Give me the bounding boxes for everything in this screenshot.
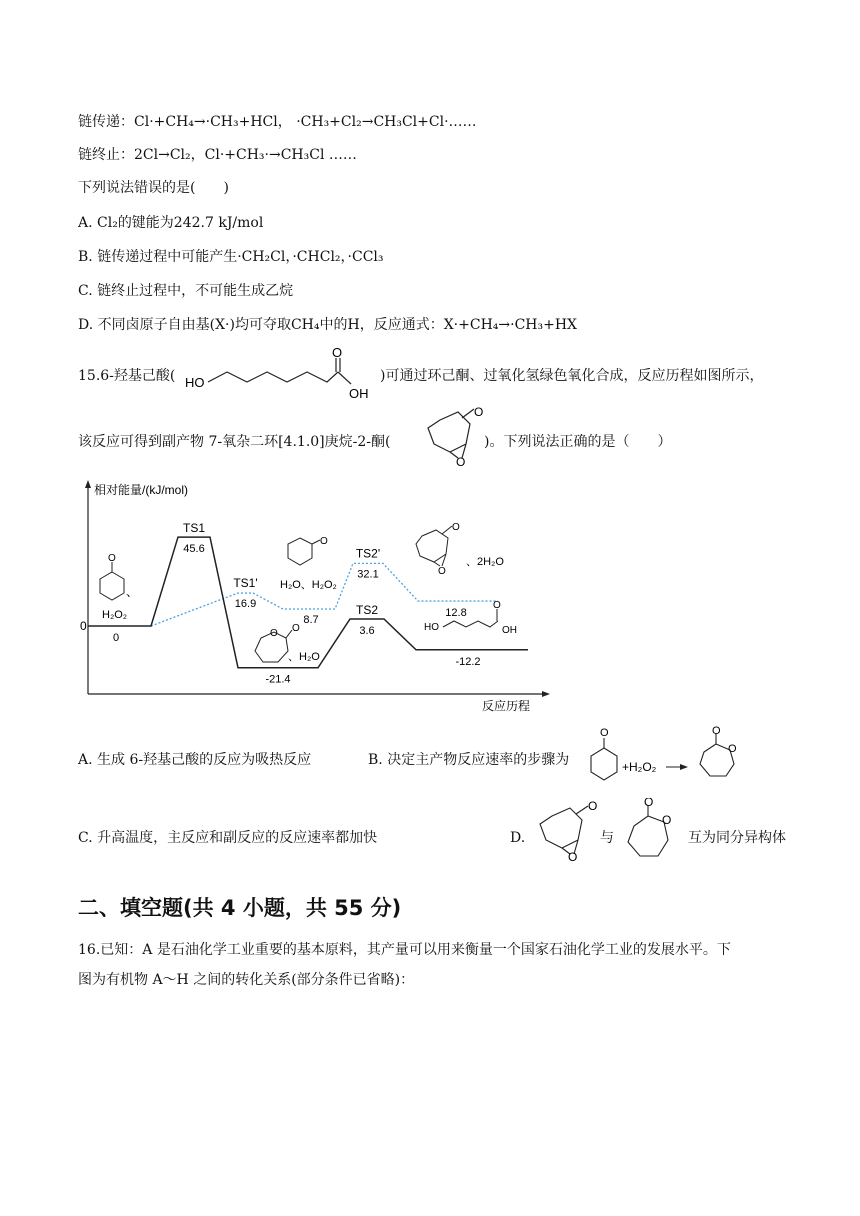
side-ketone-o: O — [320, 536, 328, 547]
epoxy-ketone-o: O — [474, 406, 484, 419]
ts1-prime-label: TS1' — [233, 576, 258, 591]
energy-diagram — [78, 478, 558, 718]
start-separator: 、 — [126, 585, 139, 599]
q14-option-d: D. 不同卤原子自由基(X·)均可夺取CH₄中的H，反应通式：X·+CH₄→·CH₃+HX — [78, 317, 578, 333]
ts1-label: TS1 — [182, 521, 206, 536]
main-reaction-path — [88, 537, 528, 668]
value-side-intermediate: 8.7 — [303, 614, 319, 627]
value-ts1-prime: 16.9 — [234, 598, 257, 611]
q15-option-d-label: D. — [510, 830, 526, 846]
q15-option-d-end: 互为同分异构体 — [688, 830, 786, 846]
propagation-label: 链传递： — [78, 114, 134, 130]
side-intermediate-species: H₂O、H₂O₂ — [280, 579, 337, 591]
y-axis-arrow — [85, 480, 91, 488]
x-axis-label: 反应历程 — [482, 699, 531, 713]
q15-line2-part2: )。下列说法正确的是（ ） — [484, 434, 672, 450]
q15-option-b: B. 决定主产物反应速率的步骤为 — [368, 752, 570, 768]
d-epoxy-ketone-o: O — [588, 799, 598, 813]
epoxy-ring-o: O — [456, 455, 466, 468]
q15-intro-part1: 15.6-羟基己酸( — [78, 368, 176, 384]
option-d-caprolactone — [618, 798, 688, 874]
mol-o-label: O — [332, 346, 343, 360]
product-o: O — [493, 600, 501, 611]
value-side-product: 12.8 — [445, 607, 467, 620]
q14-option-a: A. Cl₂的键能为242.7 kJ/mol — [78, 215, 264, 231]
mol-ho-label: HO — [185, 375, 205, 390]
d-lactone-carbonyl-o: O — [644, 798, 654, 809]
eq-lactone-ring-o: O — [728, 743, 737, 755]
q16-line2: 图为有机物 A～H 之间的转化关系(部分条件已省略)： — [78, 972, 415, 988]
product-ho: HO — [424, 622, 439, 633]
epoxyketone-side-product — [416, 522, 460, 577]
epoxyketone-structure — [418, 406, 488, 468]
value-start: 0 — [112, 632, 120, 644]
product-chain — [443, 621, 498, 627]
y-axis-label: 相对能量/(kJ/mol) — [94, 483, 188, 497]
cyclohexanone-side — [288, 536, 328, 565]
eq-ketone-o: O — [600, 727, 609, 739]
propagation-text: Cl·+CH₄→·CH₃+HCl， ·CH₃+Cl₂→CH₃Cl+Cl·…… — [134, 114, 477, 130]
product-oh: OH — [502, 625, 517, 636]
start-h2o2: H₂O₂ — [102, 609, 128, 621]
lactone-ring-o: O — [270, 628, 278, 639]
termination-label: 链终止： — [78, 147, 134, 163]
y-zero-tick: 0 — [80, 619, 87, 633]
q16-line1: 16.已知：A 是石油化学工业重要的基本原料，其产量可以用来衡量一个国家石油化学工业的发展水平。下 — [78, 942, 731, 958]
side-product-ketone-o: O — [452, 522, 460, 533]
value-lactone: -21.4 — [265, 673, 291, 686]
x-axis-arrow — [542, 691, 550, 697]
section-heading: 二、填空题(共 4 小题，共 55 分) — [78, 896, 402, 920]
ts2-label: TS2 — [355, 602, 379, 617]
eq-plus-h2o2: +H₂O₂ — [622, 760, 657, 774]
side-product-water: 、2H₂O — [466, 556, 504, 568]
d-lactone-ring-o: O — [662, 813, 672, 827]
value-ts2: 3.6 — [359, 624, 375, 637]
q15-option-a: A. 生成 6-羟基己酸的反应为吸热反应 — [78, 752, 312, 768]
value-ts1: 45.6 — [183, 543, 205, 556]
start-ketone-o: O — [108, 553, 116, 564]
q15-option-d-mid: 与 — [600, 830, 614, 846]
termination-text: 2Cl→Cl₂，Cl·+CH₃·→CH₃Cl …… — [134, 147, 357, 163]
ts2-prime-label: TS2' — [355, 546, 381, 561]
q14-option-c: C. 链终止过程中，不可能生成乙烷 — [78, 283, 294, 299]
q14-question: 下列说法错误的是( ) — [78, 180, 229, 196]
q15-intro-part2: )可通过环己酮、过氧化氢绿色氧化合成，反应历程如图所示， — [380, 368, 764, 384]
hydroxyhexanoic-acid-structure — [183, 346, 383, 402]
q15-line2-part1: 该反应可得到副产物 7-氧杂二环[4.1.0]庚烷-2-酮( — [78, 434, 391, 450]
value-ts2-prime: 32.1 — [357, 568, 379, 581]
d-epoxy-ring-o: O — [568, 850, 578, 862]
side-product-epoxide-o: O — [438, 566, 446, 577]
q14-option-b: B. 链传递过程中可能产生·CH₂Cl，·CHCl₂，·CCl₃ — [78, 249, 384, 265]
value-product: -12.2 — [455, 655, 481, 668]
eq-lactone-carbonyl-o: O — [712, 726, 721, 737]
cyclohexanone-start — [100, 553, 124, 600]
lactone-carbonyl-o: O — [292, 623, 300, 634]
mol-oh-label: OH — [349, 386, 369, 401]
lactone-water: 、H₂O — [288, 651, 320, 663]
propagation-line — [78, 112, 477, 132]
q15-option-c: C. 升高温度，主反应和副反应的反应速率都加快 — [78, 830, 378, 846]
termination-line — [78, 145, 357, 165]
option-d-epoxyketone — [532, 798, 602, 862]
option-b-equation — [584, 726, 764, 790]
